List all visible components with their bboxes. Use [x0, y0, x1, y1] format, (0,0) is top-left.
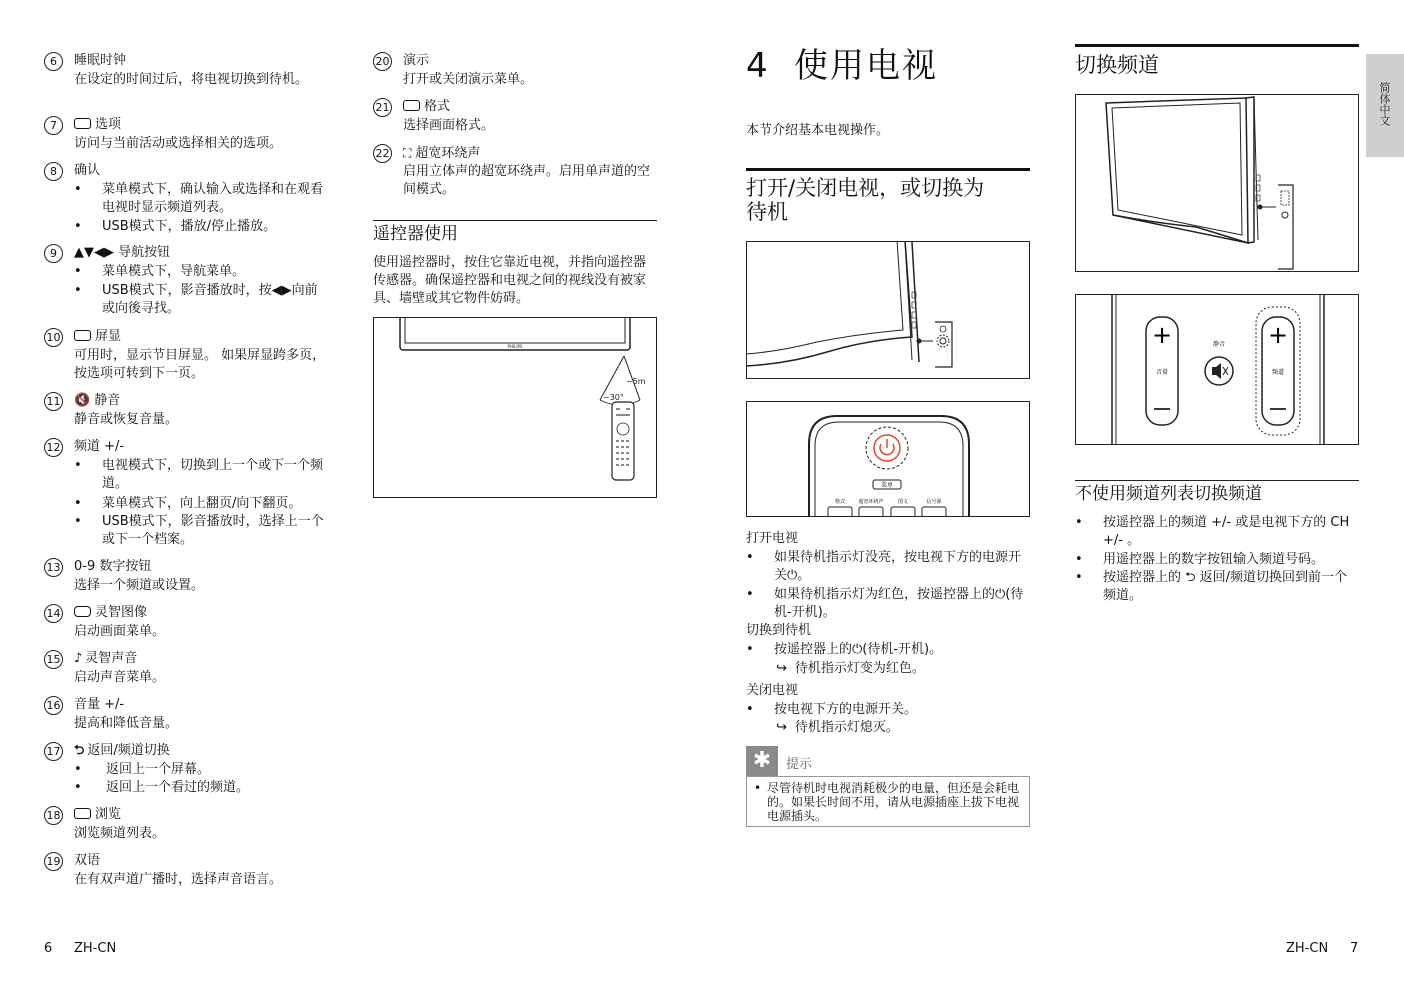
- result-text: 待机指示灯变为红色。: [794, 661, 925, 676]
- item-title-wrap: [74, 116, 121, 134]
- bullet-text: 返回上一个看过的频道。: [106, 780, 250, 795]
- smart-picture-icon: [74, 606, 91, 617]
- item-title-wrap: [74, 650, 137, 668]
- no-list-heading: 不使用频道列表切换频道: [1075, 484, 1262, 504]
- item-number: 7: [44, 116, 63, 135]
- svg-text:+: +: [1151, 321, 1173, 349]
- item-title-wrap: [74, 604, 147, 622]
- footer-lang-left: ZH-CN: [74, 941, 117, 956]
- item-title: 返回/频道切换: [87, 743, 170, 758]
- surround-icon: ⛶: [403, 146, 412, 160]
- item-title: 频道 +/-: [74, 439, 125, 454]
- bullet-text: 菜单模式下，向上翻页/向下翻页。: [102, 496, 302, 511]
- surround-button-label: 超宽环绕声: [858, 499, 884, 505]
- item-desc: 启用立体声的超宽环绕声。启用单声道的空间模式。: [403, 164, 651, 197]
- power-heading-line2: 待机: [746, 200, 788, 224]
- svg-text:+: +: [1267, 321, 1289, 349]
- mute-icon: 🔇: [74, 393, 91, 408]
- bullet-text: USB模式下，播放/停止播放。: [102, 219, 277, 234]
- tv-side-figure: [746, 241, 1030, 379]
- remote-usage-illustration: [374, 318, 657, 498]
- standby-result: [776, 660, 925, 678]
- power-heading-line1: 打开/关闭电视，或切换为: [746, 176, 985, 200]
- footer-page-number-left: 6: [44, 941, 53, 956]
- tv-side-channel-figure: [1075, 94, 1359, 272]
- bullet-text: 按遥控器上的频道 +/- 或是电视下方的 CH +/- 。: [1103, 515, 1350, 548]
- tv-power-button-illustration: [747, 242, 1030, 379]
- item-14: [44, 604, 334, 644]
- format-button-label: 格式: [834, 499, 846, 505]
- item-number: 13: [44, 558, 63, 577]
- turn-on-title: 打开电视: [746, 531, 799, 546]
- item-title: ▲▼◀▶ 导航按钮: [74, 245, 171, 260]
- item-desc: 提高和降低音量。: [74, 716, 179, 731]
- source-button-label: 信号源: [926, 499, 942, 505]
- item-title: 0-9 数字按钮: [74, 559, 152, 574]
- off-result: [776, 719, 899, 737]
- switch-channel-heading: 切换频道: [1075, 53, 1159, 77]
- bullet-text: 菜单模式下，确认输入或选择和在观看电视时显示频道列表。: [102, 182, 324, 215]
- tip-text: 尽管待机时电视消耗极少的电量，但还是会耗电的。如果长时间不用，请从电源插座上拔下电视电源插头。: [767, 781, 1020, 823]
- item-title: 音量 +/-: [74, 697, 125, 712]
- item-title: 双语: [74, 853, 101, 868]
- item-title-wrap: [74, 328, 121, 346]
- remote-usage-figure: [373, 317, 657, 498]
- language-side-tab-label: 简体中文: [1378, 82, 1391, 126]
- angle-label: ~30°: [603, 393, 624, 402]
- remote-power-figure: [746, 401, 1030, 517]
- music-note-icon: ♪: [74, 651, 83, 666]
- channel-label: 频道: [1271, 369, 1285, 376]
- footer-lang-right: ZH-CN: [1286, 941, 1329, 956]
- menu-button-label: 菜单: [880, 482, 894, 489]
- item-desc: 启动声音菜单。: [74, 670, 166, 685]
- item-22: [373, 144, 663, 202]
- item-number: 11: [44, 392, 63, 411]
- item-title-wrap: [403, 144, 480, 163]
- bullet-text: USB模式下，影音播放时，按◀▶向前或向後寻找。: [102, 283, 318, 316]
- volume-channel-buttons-illustration: [1076, 295, 1359, 445]
- bullet-text: USB模式下，影音播放时，选择上一个或下一个档案。: [102, 514, 324, 547]
- bullet-text: 按遥控器上的⏻(待机-开机)。: [774, 642, 943, 657]
- bullet-text: 如果待机指示灯为红色，按遥控器上的⏻(待机-开机)。: [774, 587, 1024, 620]
- item-number: 14: [44, 604, 63, 623]
- item-desc: 访问与当前活动或选择相关的选项。: [74, 136, 283, 151]
- item-18: [44, 806, 334, 846]
- item-number: 18: [44, 806, 63, 825]
- result-arrow-icon: ↪: [776, 720, 787, 735]
- item-desc: 静音或恢复音量。: [74, 412, 179, 427]
- item-desc: 在有双声道广播时，选择声音语言。: [74, 872, 283, 887]
- item-11: [44, 392, 334, 432]
- item-title: 睡眠时钟: [74, 53, 127, 68]
- teletext-button-label: 图文: [897, 499, 909, 505]
- volume-label: 音量: [1155, 369, 1169, 376]
- item-8: 8 确认 • 菜单模式下，确认输入或选择和在观看电视时显示频道列表。 • USB模式下，播放/停止播放。: [44, 162, 334, 238]
- section-rule: [1075, 480, 1359, 481]
- section-rule-thick: [746, 168, 1030, 171]
- off-title: 关闭电视: [746, 683, 799, 698]
- bullet-text: 菜单模式下，导航菜单。: [102, 264, 246, 279]
- item-number: 19: [44, 852, 63, 871]
- item-desc: 浏览频道列表。: [74, 826, 166, 841]
- item-number: 15: [44, 650, 63, 669]
- item-6: [44, 52, 334, 108]
- item-title: 灵智图像: [95, 605, 148, 620]
- item-number: 20: [373, 52, 392, 71]
- item-desc: 选择一个频道或设置。: [74, 578, 205, 593]
- tip-icon: ✱: [746, 746, 778, 776]
- item-number: 10: [44, 328, 63, 347]
- bullet-text: 按电视下方的电源开关。: [774, 702, 918, 717]
- browse-icon: [74, 808, 91, 819]
- back-icon: ⮌: [74, 743, 85, 758]
- item-title-wrap: [403, 98, 450, 116]
- item-21: [373, 98, 663, 138]
- tv-side-controls-illustration: [1076, 95, 1359, 272]
- item-13: [44, 558, 334, 598]
- item-title-wrap: [74, 742, 170, 760]
- item-7: [44, 116, 334, 156]
- remote-usage-text: 使用遥控器时，按住它靠近电视，并指向遥控器传感器。确保遥控器和电视之间的视线没有被家具、墙壁或其它物件妨碍。: [373, 255, 647, 306]
- item-title: 超宽环绕声: [415, 146, 481, 161]
- item-number: 9: [44, 244, 63, 263]
- item-desc: 在设定的时间过后，将电视切换到待机。: [74, 72, 309, 87]
- language-side-tab: [1366, 54, 1404, 157]
- footer-page-number-right: 7: [1350, 941, 1359, 956]
- item-15: [44, 650, 334, 690]
- section-rule-thick: [1075, 44, 1359, 47]
- item-19: [44, 852, 334, 892]
- item-title-wrap: [74, 392, 120, 410]
- options-icon: [74, 118, 91, 129]
- format-icon: [403, 100, 420, 111]
- chapter-number: 4: [746, 46, 768, 86]
- item-9: 9 ▲▼◀▶ 导航按钮 • 菜单模式下，导航菜单。 • USB模式下，影音播放时，按◀▶向前或向後寻找。: [44, 244, 334, 320]
- tip-bullet-dot: •: [754, 781, 762, 795]
- bullet-text: 电视模式下，切换到上一个或下一个频道。: [102, 458, 324, 491]
- item-16: [44, 696, 334, 736]
- remote-power-illustration: [747, 402, 1030, 517]
- mute-label: 静音: [1212, 341, 1226, 348]
- item-title: 浏览: [95, 807, 122, 822]
- bullet-text: 返回上一个屏幕。: [106, 762, 211, 777]
- item-title: 格式: [424, 99, 451, 114]
- item-desc: 可用时，显示节目屏显。 如果屏显跨多页，按选项可转到下一页。: [74, 348, 326, 381]
- bullet-text: 按遥控器上的 ⮌ 返回/频道切换回到前一个频道。: [1103, 570, 1348, 603]
- item-title: 确认: [74, 163, 101, 178]
- item-title: 选项: [95, 117, 122, 132]
- item-12: 12 频道 +/- • 电视模式下，切换到上一个或下一个频道。 • 菜单模式下，向上翻页/向下翻页。 • USB模式下，影音播放时，选择上一个或下一个档案。: [44, 438, 334, 554]
- item-desc: 打开或关闭演示菜单。: [403, 72, 534, 87]
- item-20: [373, 52, 663, 92]
- item-desc: 启动画面菜单。: [74, 624, 166, 639]
- tv-brand-label: PHILIPS: [507, 344, 523, 349]
- item-number: 8: [44, 162, 63, 181]
- remote-usage-heading: 遥控器使用: [373, 224, 458, 244]
- item-17: 17 ⮌ 返回/频道切换 • 返回上一个屏幕。 • 返回上一个看过的频道。: [44, 742, 334, 800]
- result-text: 待机指示灯熄灭。: [794, 720, 899, 735]
- section-rule: [373, 220, 657, 221]
- chapter-intro: 本节介绍基本电视操作。: [746, 123, 890, 138]
- item-number: 17: [44, 742, 63, 761]
- item-title-wrap: [74, 806, 121, 824]
- item-10: [44, 328, 334, 384]
- item-number: 12: [44, 438, 63, 457]
- tv-buttons-figure: [1075, 294, 1359, 445]
- item-title: 静音: [94, 393, 121, 408]
- item-desc: 选择画面格式。: [403, 118, 495, 133]
- tip-label: 提示: [786, 757, 813, 772]
- item-number: 6: [44, 52, 63, 71]
- tip-box: [746, 776, 1030, 827]
- result-arrow-icon: ↪: [776, 661, 787, 676]
- item-number: 16: [44, 696, 63, 715]
- item-number: 22: [373, 144, 392, 163]
- info-icon: [74, 330, 91, 341]
- item-title: 灵智声音: [85, 651, 138, 666]
- standby-title: 切换到待机: [746, 623, 812, 638]
- item-title: 屏显: [95, 329, 122, 344]
- chapter-title: 使用电视: [794, 46, 938, 86]
- item-title: 演示: [403, 53, 430, 68]
- item-number: 21: [373, 98, 392, 117]
- bullet-text: 用遥控器上的数字按钮输入频道号码。: [1103, 552, 1325, 567]
- bullet-text: 如果待机指示灯没亮，按电视下方的电源开关⏻。: [774, 550, 1022, 583]
- distance-label: ~5m: [626, 377, 646, 386]
